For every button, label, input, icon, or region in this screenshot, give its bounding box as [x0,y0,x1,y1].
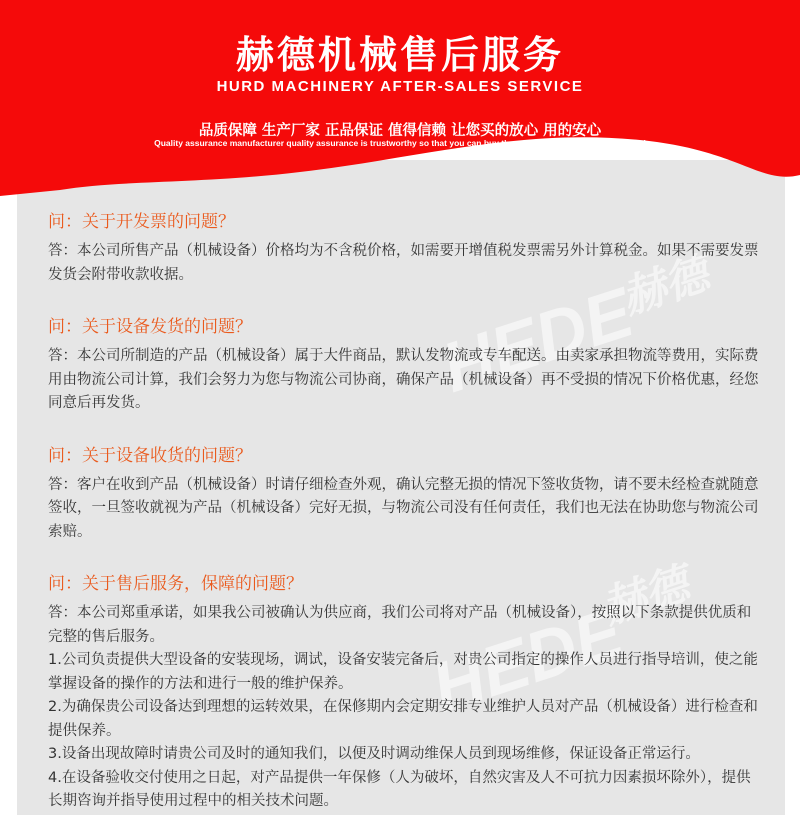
watermark-logo: HEDE [432,272,642,408]
watermark-logo: HEDE [422,592,632,728]
slogan: 品质保障 生产厂家 正品保证 值得信赖 让您买的放心 用的安心 [198,123,602,139]
page-subtitle: HURD MACHINERY AFTER-SALES SERVICE [216,78,584,95]
faq-answer: 答：本公司所制造的产品（机械设备）属于大件商品，默认发物流或专车配送。由卖家承担物流等费用，实际费用由物流公司计算，我们会努力为您与物流公司协商，确保产品（机械设备）再不受损的情况下价格优惠，经您同意后再发货。 [48,348,759,411]
faq-item [48,208,763,287]
faq-answer-clause: 3.设备出现故障时请贵公司及时的通知我们，以便及时调动维保人员到现场维修，保证设备正常运行。 [48,746,700,762]
header-banner [0,0,800,200]
slogan-english: Quality assurance manufacturer quality assurance is trustworthy so that you can buy the rest assured with peace of mind [154,138,646,148]
watermark-logo: 赫德 [595,559,695,634]
faq-item [48,442,763,545]
faq-question: 问：关于设备发货的问题？ [48,317,252,337]
faq-answer-clause: 4.在设备验收交付使用之日起，对产品提供一年保修（人为破坏，自然灾害及人不可抗力因素损坏除外），提供长期咨询并指导使用过程中的相关技术问题。 [48,769,751,809]
faq-answer: 答：本公司郑重承诺，如果我公司被确认为供应商，我们公司将对产品（机械设备），按照以下条款提供优质和完整的售后服务。 [48,605,752,645]
faq-answer-clause: 1.公司负责提供大型设备的安装现场，调试，设备安装完备后，对贵公司指定的操作人员进行指导培训，使之能掌握设备的操作的方法和进行一般的维护保养。 [48,652,758,692]
faq-question: 问：关于设备收货的问题？ [48,445,252,466]
faq-item [48,313,763,416]
faq-list [48,208,763,840]
page-title: 赫德机械售后服务 [235,33,564,77]
faq-question: 问：关于售后服务，保障的问题？ [48,574,303,594]
faq-item [48,570,763,814]
faq-question: 问：关于开发票的问题？ [48,212,235,232]
watermark-logo: 赫德 [615,249,715,324]
faq-answer: 答：本公司所售产品（机械设备）价格均为不含税价格，如需要开增值税发票需另外计算税金。如果不需要发票发货会附带收款收据。 [48,243,759,283]
faq-answer-clause: 2.为确保贵公司设备达到理想的运转效果，在保修期内会定期安排专业维护人员对产品（机械设备）进行检查和提供保养。 [48,699,758,739]
faq-answer: 答：客户在收到产品（机械设备）时请仔细检查外观，确认完整无损的情况下签收货物，请不要未经检查就随意签收，一旦签收就视为产品（机械设备）完好无损，与物流公司没有任何责任，我们也无法在协助您与物流公司索赔。 [48,476,759,540]
